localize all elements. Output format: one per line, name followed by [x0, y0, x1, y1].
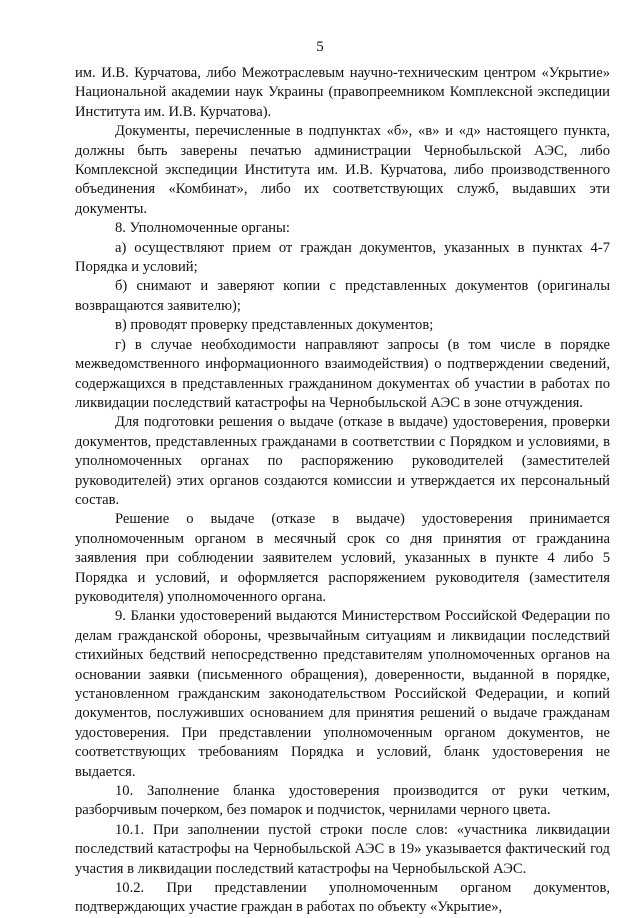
paragraph-item-8-heading: 8. Уполномоченные органы: [115, 220, 290, 237]
paragraph-item-8b: б) снимают и заверяют копии с представленных документов (оригиналы возвращаются заявителю); [75, 278, 610, 314]
paragraph-kurchatov-continuation: им. И.В. Курчатова, либо Межотраслевым научно-техническим центром «Укрытие» Национальной академии наук Украины (правопреемником Комплексной экспедиции Института им. И.В. Курчатова). [75, 65, 610, 120]
paragraph-item-9: 9. Бланки удостоверений выдаются Министерством Российской Федерации по делам гражданской обороны, чрезвычайным ситуациям и ликвидации последствий стихийных бедствий непосредственно представителям уполномоченных органов на основании заявки (письменного обращения), доверенности, выданной в порядке, установленном гражданским законодательством Российской Федерации, и копий документов, послуживших основанием для принятия решений о выдаче гражданам удостоверения. При представлении уполномоченным органом документов, не соответствующих требованиям Порядка и условий, бланк удостоверения не выдается. [75, 608, 610, 780]
page-number: 5 [316, 39, 324, 55]
paragraph-item-10: 10. Заполнение бланка удостоверения производится от руки четким, разборчивым почерком, без помарок и подчисток, чернилами черного цвета. [75, 783, 610, 819]
paragraph-decision: Решение о выдаче (отказе в выдаче) удостоверения принимается уполномоченным органом в месячный срок со дня принятия от гражданина заявления при соблюдении заявителем условий, указанных в пункте 4 либо 5 Порядка и условий, и оформляется распоряжением руководителя (заместителя руководителя) уполномоченного органа. [75, 511, 610, 605]
paragraph-item-10-1: 10.1. При заполнении пустой строки после слов: «участника ликвидации последствий катастрофы на Чернобыльской АЭС в 19» указывается фактический год участия в ликвидации последствий катастрофы на Чернобыльской АЭС. [75, 821, 610, 877]
paragraph-item-8v: в) проводят проверку представленных документов; [115, 317, 434, 334]
document-body [75, 64, 610, 918]
paragraph-documents-certification: Документы, перечисленные в подпунктах «б», «в» и «д» настоящего пункта, должны быть заверены печатью администрации Чернобыльской АЭС, либо Комплексной экспедиции Института им. И.В. Курчатова, либо производственного объединения «Комбинат», либо их соответствующих служб, выдавших эти документы. [75, 123, 610, 217]
paragraph-item-10-2: 10.2. При представлении уполномоченным органом документов, подтверждающих участие граждан в работах по объекту «Укрытие», [75, 880, 610, 916]
paragraph-commissions: Для подготовки решения о выдаче (отказе в выдаче) удостоверения, проверки документов, представленных гражданами в соответствии с Порядком и условиями, в уполномоченных органах по распоряжению руководителей (заместителей руководителей) этих органов создаются комиссии и утверждается их персональный состав. [75, 414, 610, 508]
paragraph-item-8a: а) осуществляют прием от граждан документов, указанных в пунктах 4-7 Порядка и условий; [75, 239, 610, 276]
paragraph-item-8g: г) в случае необходимости направляют запросы (в том числе в порядке межведомственного информационного взаимодействия) о подтверждении сведений, содержащихся в представленных гражданином документах об участии в работах по ликвидации последствий катастрофы на Чернобыльской АЭС в зоне отчуждения. [75, 336, 610, 411]
